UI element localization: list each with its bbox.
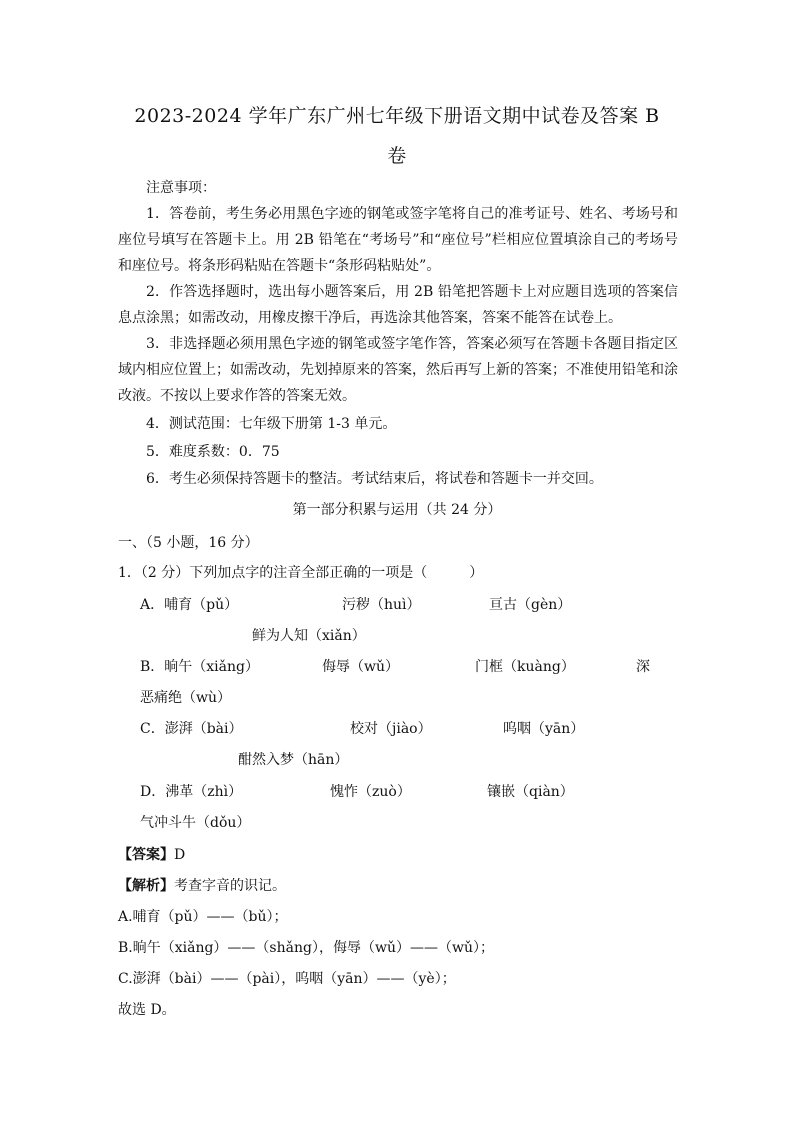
option-c-3: 呜咽（yān） [503,721,585,737]
document-title [110,96,684,176]
option-c-4: 酣然入梦（hān） [238,752,349,768]
analysis-line-b: B.晌午（xiǎng）——（shǎng），侮辱（wǔ）——（wǔ）； [118,940,494,956]
notice-item-3: 3．非选择题必须用黑色字迹的钢笔或签字笔作答，答案必须写在答题卡各题目指定区域内相应位置上；如需改动，先划掉原来的答案，然后再写上新的答案；不准使用铅笔和涂改液。不按以上要求作答的答案无效。 [118,336,678,404]
notice-item-2: 2．作答选择题时，选出每小题答案后，用 2B 铅笔把答题卡上对应题目选项的答案信息点涂黑；如需改动，用橡皮擦干净后，再选涂其他答案，答案不能答在试卷上。 [118,284,678,326]
option-c-2: 校对（jiào） [350,721,432,737]
notice-item-1: 1．答卷前，考生务必用黑色字迹的钢笔或签字笔将自己的准考证号、姓名、考场号和座位号填写在答题卡上。用 2B 铅笔在“考场号”和“座位号”栏相应位置填涂自己的考场号和座位号。将条形码粘贴在答题卡“条形码粘贴处”。 [118,206,678,274]
part-heading: 第一部分积累与运用（共 24 分） [292,502,502,518]
option-d-1: D．沸革（zhì） [140,784,243,800]
option-b-5: 恶痛绝（wù） [140,690,231,706]
option-a-2: 污秽（huì） [342,597,421,613]
option-b-3: 门框（kuàng） [475,659,575,675]
option-b-1: B．晌午（xiǎng） [140,659,259,675]
option-a-1: A．哺育（pǔ） [140,597,239,613]
notice-heading: 注意事项： [146,180,216,196]
title-line-2: 卷 [387,145,407,167]
option-b-2: 侮辱（wǔ） [322,659,399,675]
notice-item-4: 4．测试范围：七年级下册第 1-3 单元。 [146,416,397,432]
question-1: 1．（2 分）下列加点字的注音全部正确的一项是（ ） [118,565,484,581]
analysis-label: 【解析】 [118,878,174,894]
section-heading: 一、（5 小题，16 分） [118,535,259,551]
option-d-2: 愧怍（zuò） [330,784,411,800]
option-c-1: C．澎湃（bài） [140,721,243,737]
notice-item-6: 6．考生必须保持答题卡的整洁。考试结束后，将试卷和答题卡一并交回。 [146,471,603,487]
answer-value: D [174,847,186,863]
answer-block [118,845,185,865]
option-b-4: 深 [636,659,650,675]
analysis-line-c: C.澎湃（bài）——（pài），呜咽（yān）——（yè）； [118,971,456,987]
notice-item-5: 5．难度系数：0．75 [146,444,280,460]
analysis-block [118,876,286,896]
option-a-4: 鲜为人知（xiǎn） [252,628,366,644]
analysis-conclusion: 故选 D。 [118,1002,176,1018]
answer-label: 【答案】 [118,847,174,863]
option-d-3: 镶嵌（qiàn） [487,784,574,800]
analysis-line-a: A.哺育（pǔ）——（bǔ）； [118,909,288,925]
option-d-4: 气冲斗牛（dǒu） [140,815,251,831]
title-line-1: 2023-2024 学年广东广州七年级下册语文期中试卷及答案 B [134,105,660,127]
option-a-3: 亘古（gèn） [489,597,572,613]
analysis-text: 考查字音的识记。 [174,878,286,894]
